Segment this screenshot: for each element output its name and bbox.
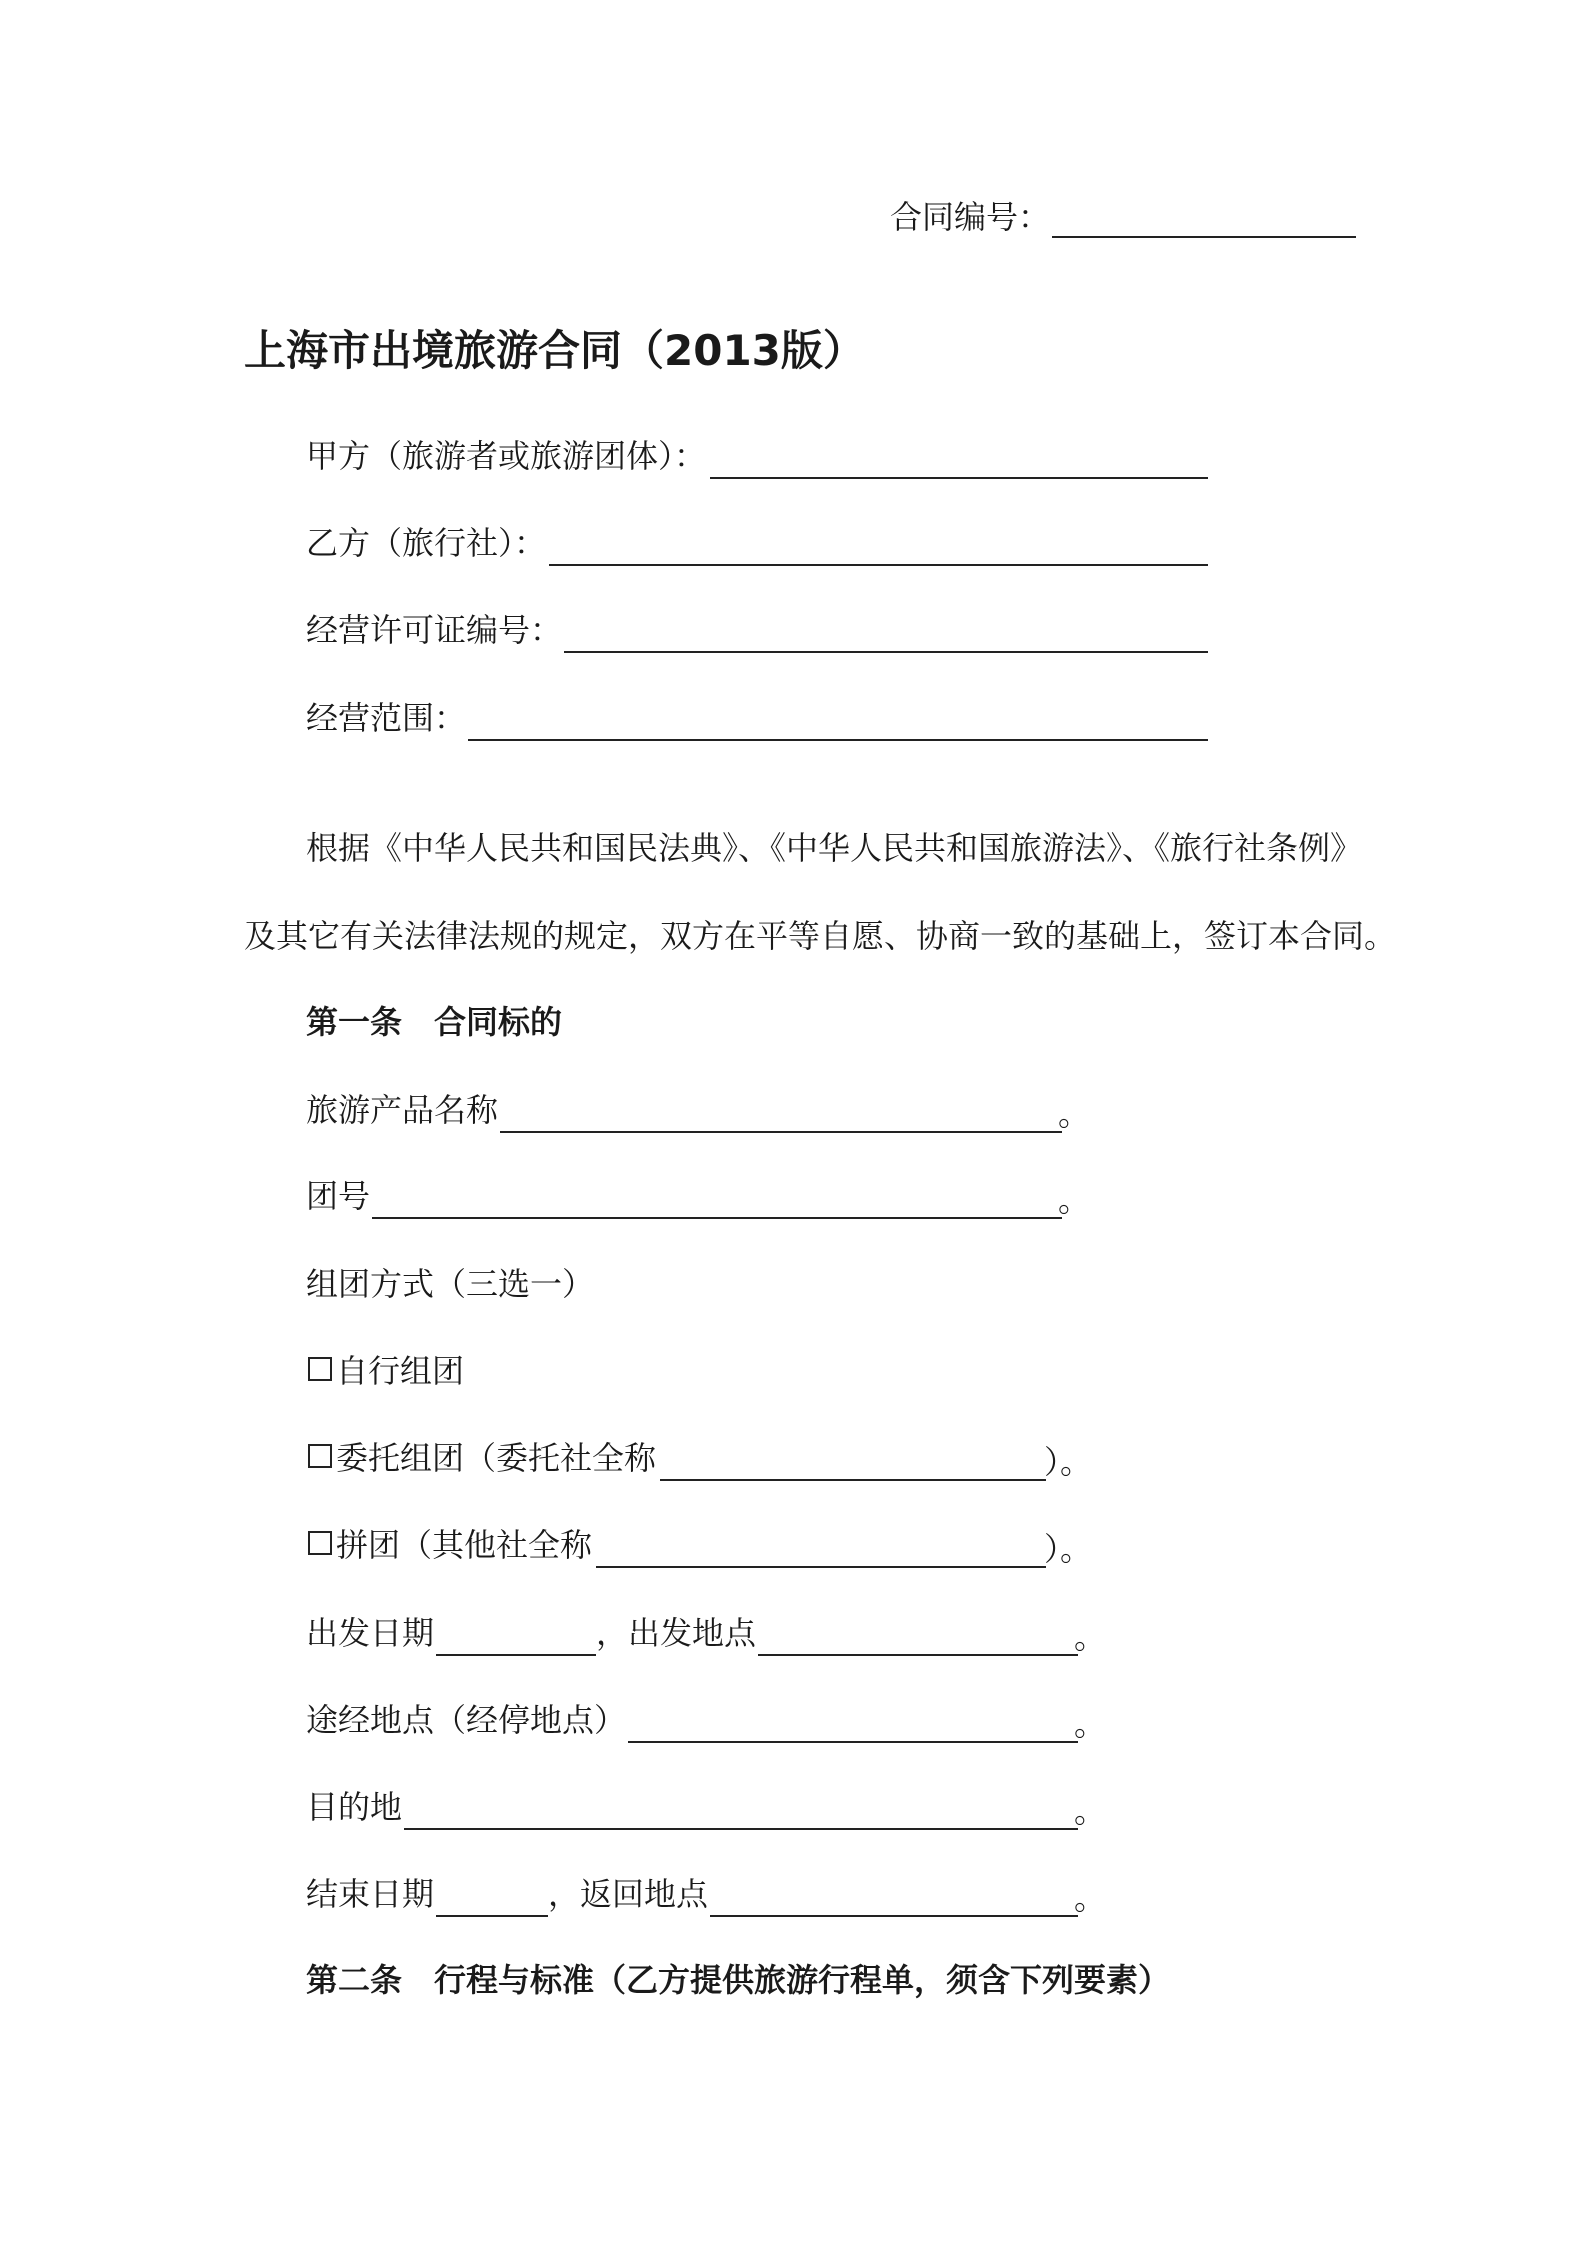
license-number-field[interactable] — [564, 651, 1208, 653]
party-a-label: 甲方（旅游者或旅游团体）： — [306, 437, 707, 475]
return-place-field[interactable] — [710, 1915, 1078, 1917]
return-place-label: ，返回地点 — [548, 1875, 709, 1913]
group-mode-label: 组团方式（三选一） — [306, 1265, 595, 1303]
article-1-heading: 第一条 合同标的 — [306, 1003, 563, 1041]
joint-group-label: 拼团（其他社全称 — [336, 1526, 593, 1564]
group-number-field[interactable] — [372, 1217, 1062, 1219]
entrusted-close: ）。 — [1044, 1443, 1093, 1481]
article-2-heading: 第二条 行程与标准（乙方提供旅游行程单，须含下列要素） — [306, 1961, 1171, 1999]
entrusted-label: 委托组团（委托社全称 — [336, 1439, 657, 1477]
end-date-label: 结束日期 — [306, 1875, 435, 1913]
contract-number-field[interactable] — [1052, 236, 1356, 238]
preamble-line-2: 及其它有关法律法规的规定，双方在平等自愿、协商一致的基础上，签订本合同。 — [244, 917, 1397, 955]
group-number-period: 。 — [1058, 1181, 1091, 1219]
destination-period: 。 — [1074, 1792, 1107, 1830]
departure-date-label: 出发日期 — [306, 1614, 435, 1652]
product-name-label: 旅游产品名称 — [306, 1091, 499, 1129]
departure-place-field[interactable] — [758, 1654, 1078, 1656]
via-place-field[interactable] — [628, 1741, 1078, 1743]
self-organized-checkbox[interactable] — [308, 1357, 332, 1381]
business-scope-label: 经营范围： — [306, 699, 467, 737]
contract-number-label: 合同编号： — [890, 198, 1051, 236]
joint-agency-field[interactable] — [596, 1566, 1046, 1568]
joint-group-close: ）。 — [1044, 1530, 1093, 1568]
preamble-line-1: 根据《中华人民共和国民法典》、《中华人民共和国旅游法》、《旅行社条例》 — [306, 829, 1363, 867]
via-place-label: 途经地点（经停地点） — [306, 1701, 627, 1739]
joint-group-checkbox[interactable] — [308, 1531, 332, 1555]
entrusted-agency-field[interactable] — [660, 1479, 1046, 1481]
license-number-label: 经营许可证编号： — [306, 611, 563, 649]
departure-place-label: ，出发地点 — [596, 1614, 757, 1652]
party-b-field[interactable] — [549, 564, 1208, 566]
party-a-field[interactable] — [710, 477, 1208, 479]
self-organized-label: 自行组团 — [336, 1352, 465, 1390]
entrusted-checkbox[interactable] — [308, 1444, 332, 1468]
end-date-field[interactable] — [436, 1915, 548, 1917]
business-scope-field[interactable] — [468, 739, 1208, 741]
product-name-field[interactable] — [500, 1131, 1062, 1133]
destination-field[interactable] — [404, 1828, 1078, 1830]
via-place-period: 。 — [1074, 1705, 1107, 1743]
departure-date-field[interactable] — [436, 1654, 596, 1656]
page-title: 上海市出境旅游合同（2013版） — [244, 326, 865, 375]
return-place-period: 。 — [1074, 1879, 1107, 1917]
departure-period: 。 — [1074, 1618, 1107, 1656]
party-b-label: 乙方（旅行社）： — [306, 524, 547, 562]
group-number-label: 团号 — [306, 1177, 371, 1215]
product-name-period: 。 — [1058, 1095, 1091, 1133]
destination-label: 目的地 — [306, 1788, 403, 1826]
